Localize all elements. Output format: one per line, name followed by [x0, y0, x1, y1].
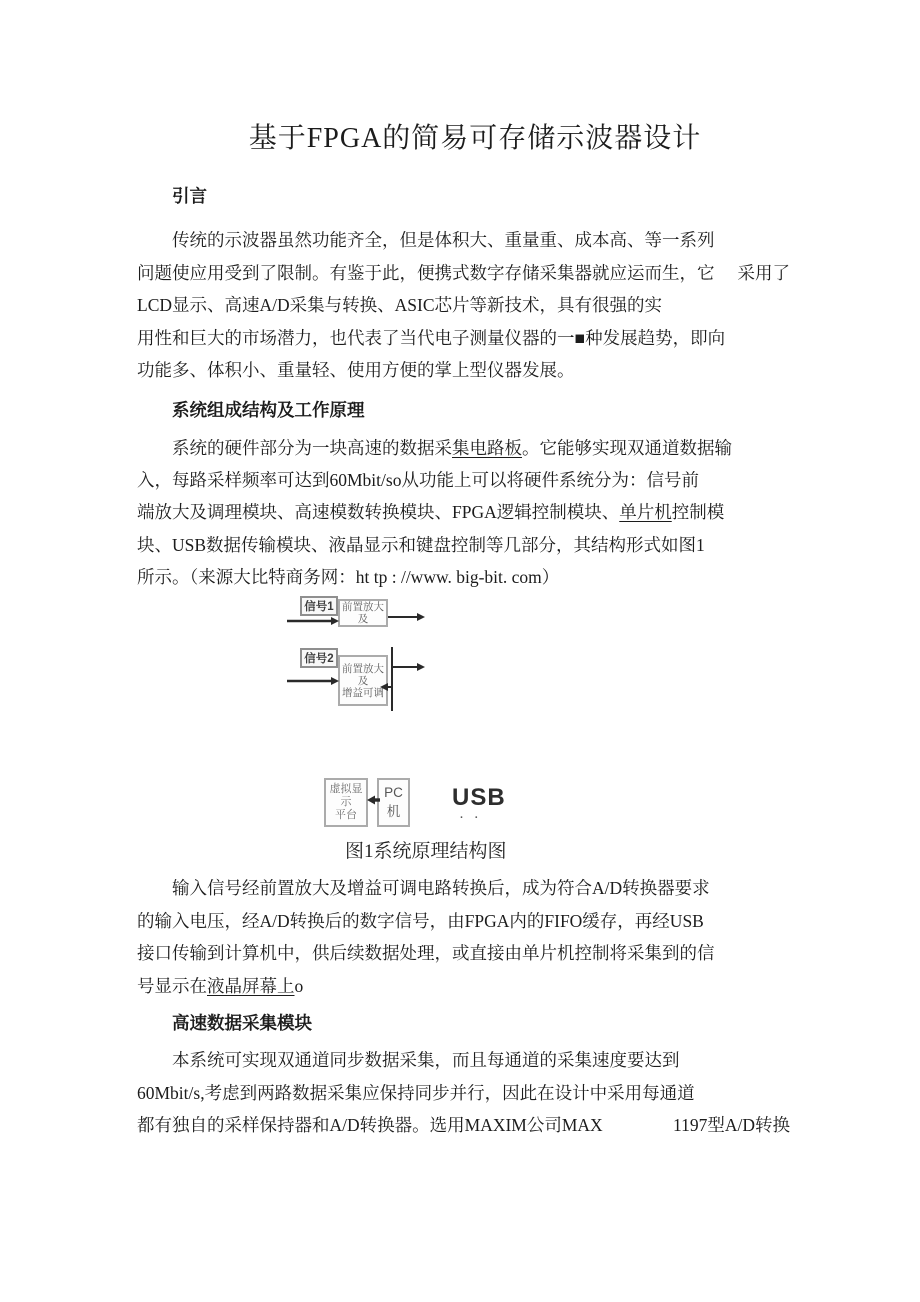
paragraph4-line3 — [137, 1113, 793, 1139]
diagram-arrows — [278, 590, 448, 720]
paragraph1-line1: 传统的示波器虽然功能齐全，但是体积大、重量重、成本高、等一系列 — [172, 230, 715, 250]
figure1-caption: 图1系统原理结构图 — [345, 841, 507, 862]
paragraph1-line2-left: 问题使应用受到了限制。有鉴于此，便携式数字存储采集器就应运而生，它 — [137, 263, 715, 283]
diagram-virtual-display-box — [324, 778, 368, 827]
paragraph3-line4-b: o — [294, 976, 304, 996]
paragraph2-line2: 入，每路采样频率可达到60Mbit/so从功能上可以将硬件系统分为：信号前 — [137, 470, 699, 490]
paragraph2-line1-a: 系统的硬件部分为一块高速的数据采 — [172, 438, 452, 458]
paragraph2-line3 — [137, 500, 793, 526]
diagram-pc-label: PC机 — [384, 785, 403, 819]
arrow-output2-head — [417, 663, 425, 671]
paragraph2-line5: 所示。（来源大比特商务网：ht tp : //www. big-bit. com） — [137, 567, 560, 587]
paragraph1-line2-right: 采用了 — [737, 263, 790, 283]
underlined-circuit-board: 集电路板 — [452, 438, 522, 458]
paragraph2-line3-b: 控制模 — [671, 502, 725, 522]
arrow-input2-head — [331, 677, 339, 685]
paragraph4-line1: 本系统可实现双通道同步数据采集，而且每通道的采集速度要达到 — [172, 1050, 680, 1070]
underlined-mcu: 单片机 — [619, 502, 672, 522]
diagram-signal1-label: 信号1 — [304, 601, 334, 613]
paragraph1-line3: LCD显示、高速A/D采集与转换、ASIC芯片等新技术，具有很强的实 — [137, 295, 663, 315]
usb-dots: · · — [459, 810, 482, 826]
diagram-virtual-display-line2: 平台 — [335, 809, 357, 821]
diagram-signal2-label: 信号2 — [304, 653, 334, 665]
paragraph4-line2: 60Mbit/s,考虑到两路数据采集应保持同步并行，因此在设计中采用每通道 — [137, 1083, 695, 1103]
paragraph3-line1: 输入信号经前置放大及增益可调电路转换后，成为符合A/D转换器要求 — [172, 878, 710, 898]
heading-intro: 引言 — [172, 186, 207, 206]
diagram-preamp1-label: 前置放大及 — [342, 601, 384, 625]
diagram-virtual-display-line1: 虚拟显示 — [329, 783, 363, 808]
paragraph4-line3-right: 1197型A/D转换 — [673, 1115, 790, 1135]
diagram-preamp2-label-line1: 前置放大及 — [342, 662, 384, 687]
paragraph2-line4: 块、USB数据传输模块、液晶显示和键盘控制等几部分，其结构形式如图1 — [137, 535, 705, 555]
heading-system-structure: 系统组成结构及工作原理 — [172, 400, 365, 420]
arrow-pc-head — [367, 796, 375, 805]
usb-label: USB — [452, 784, 506, 811]
diagram-pc-box — [377, 778, 410, 827]
paragraph3-line4 — [137, 974, 793, 1000]
arrow-input1-head — [331, 617, 339, 625]
paragraph2-line1-b: 。它能够实现双通道数据输 — [522, 438, 732, 458]
paragraph1-line4: 用性和巨大的市场潜力，也代表了当代电子测量仪器的一■种发展趋势，即向 — [137, 328, 726, 348]
paragraph3-line2: 的输入电压，经A/D转换后的数字信号，由FPGA内的FIFO缓存，再经USB — [137, 911, 704, 931]
paragraph3-line3: 接口传输到计算机中，供后续数据处理，或直接由单片机控制将采集到的信 — [137, 943, 715, 963]
paragraph4-line3-left: 都有独自的采样保持器和A/D转换器。选用MAXIM公司MAX — [137, 1115, 603, 1135]
heading-acquisition-module: 高速数据采集模块 — [172, 1013, 312, 1033]
paragraph3-line4-a: 号显示在 — [137, 976, 207, 996]
paragraph1-line5: 功能多、体积小、重量轻、使用方便的掌上型仪器发展。 — [137, 360, 575, 380]
arrow-output1-head — [417, 613, 425, 621]
diagram-pc-to-display-arrow — [366, 792, 380, 808]
paragraph2-line3-a: 端放大及调理模块、高速模数转换模块、FPGA逻辑控制模块、 — [137, 502, 620, 522]
paragraph2-line1 — [137, 436, 828, 462]
diagram-preamp2-label-line2: 增益可调 — [342, 686, 384, 699]
document-title: 基于FPGA的简易可存储示波器设计 — [248, 123, 702, 154]
underlined-lcd-screen: 液晶屏幕上 — [207, 976, 295, 996]
arrow-feedback-head — [380, 683, 388, 691]
paragraph1-line2 — [137, 261, 793, 287]
